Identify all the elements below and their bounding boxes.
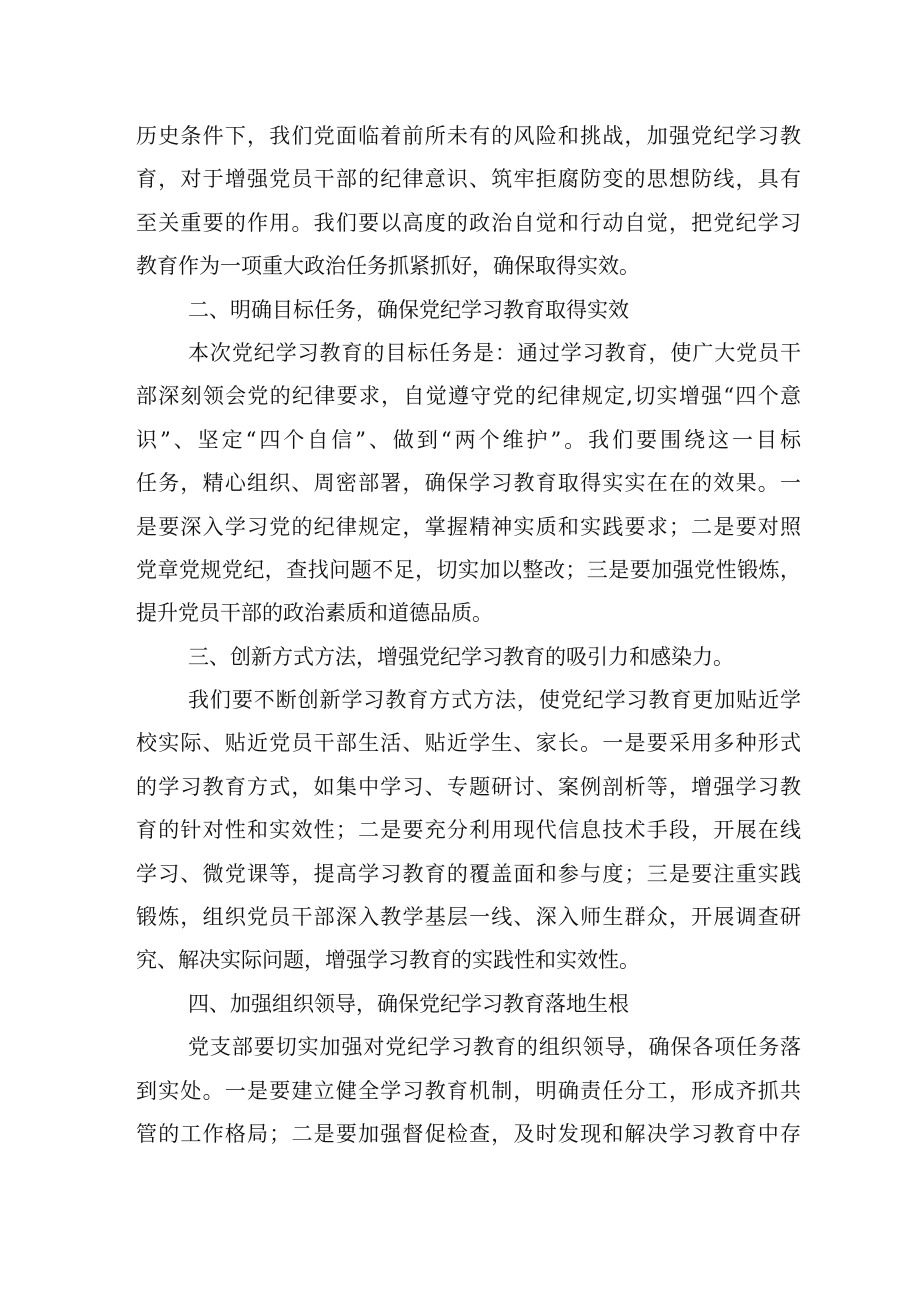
text-line: 本次党纪学习教育的目标任务是：通过学习教育，使广大党员干 bbox=[188, 340, 801, 365]
text-line: 学习、微党课等，提高学习教育的覆盖面和参与度；三是要注重实践 bbox=[136, 861, 801, 886]
text-line: 至关重要的作用。我们要以高度的政治自觉和行动自觉，把党纪学习 bbox=[136, 210, 801, 235]
text-line: 教育作为一项重大政治任务抓紧抓好，确保取得实效。 bbox=[136, 254, 640, 279]
text-line: 提升党员干部的政治素质和道德品质。 bbox=[136, 601, 493, 626]
document-body bbox=[136, 115, 801, 1156]
text-line: 管的工作格局；二是要加强督促检查，及时发现和解决学习教育中存 bbox=[136, 1121, 801, 1146]
text-line: 识”、坚定“四个自信”、做到“两个维护”。我们要围绕这一目标 bbox=[136, 427, 801, 452]
text-line: 党章党规党纪，查找问题不足，切实加以整改；三是要加强党性锻炼， bbox=[136, 557, 801, 582]
text-line: 历史条件下，我们党面临着前所未有的风险和挑战，加强党纪学习教 bbox=[136, 124, 801, 148]
text-line: 是要深入学习党的纪律规定，掌握精神实质和实践要求；二是要对照 bbox=[136, 514, 801, 539]
text-line: 党支部要切实加强对党纪学习教育的组织领导，确保各项任务落 bbox=[188, 1035, 801, 1060]
section-heading: 三、创新方式方法，增强党纪学习教育的吸引力和感染力。 bbox=[188, 644, 734, 669]
section-heading: 二、明确目标任务，确保党纪学习教育取得实效 bbox=[188, 297, 629, 322]
text-line: 的学习教育方式，如集中学习、专题研讨、案例剖析等，增强学习教 bbox=[136, 774, 801, 799]
text-line: 育，对于增强党员干部的纪律意识、筑牢拒腐防变的思想防线，具有 bbox=[136, 167, 801, 192]
text-line: 育的针对性和实效性；二是要充分利用现代信息技术手段，开展在线 bbox=[136, 818, 801, 843]
text-line: 任务，精心组织、周密部署，确保学习教育取得实实在在的效果。一 bbox=[136, 471, 801, 496]
text-line: 锻炼，组织党员干部深入教学基层一线、深入师生群众，开展调查研 bbox=[136, 905, 801, 930]
text-line: 到实处。一是要建立健全学习教育机制，明确责任分工，形成齐抓共 bbox=[136, 1078, 801, 1103]
text-line: 部深刻领会党的纪律要求，自觉遵守党的纪律规定,切实增强“四个意 bbox=[136, 384, 801, 409]
text-line: 究、解决实际问题，增强学习教育的实践性和实效性。 bbox=[136, 948, 640, 973]
text-line: 校实际、贴近党员干部生活、贴近学生、家长。一是要采用多种形式 bbox=[136, 731, 801, 756]
section-heading: 四、加强组织领导，确保党纪学习教育落地生根 bbox=[188, 991, 629, 1016]
text-line: 我们要不断创新学习教育方式方法，使党纪学习教育更加贴近学 bbox=[188, 688, 801, 713]
